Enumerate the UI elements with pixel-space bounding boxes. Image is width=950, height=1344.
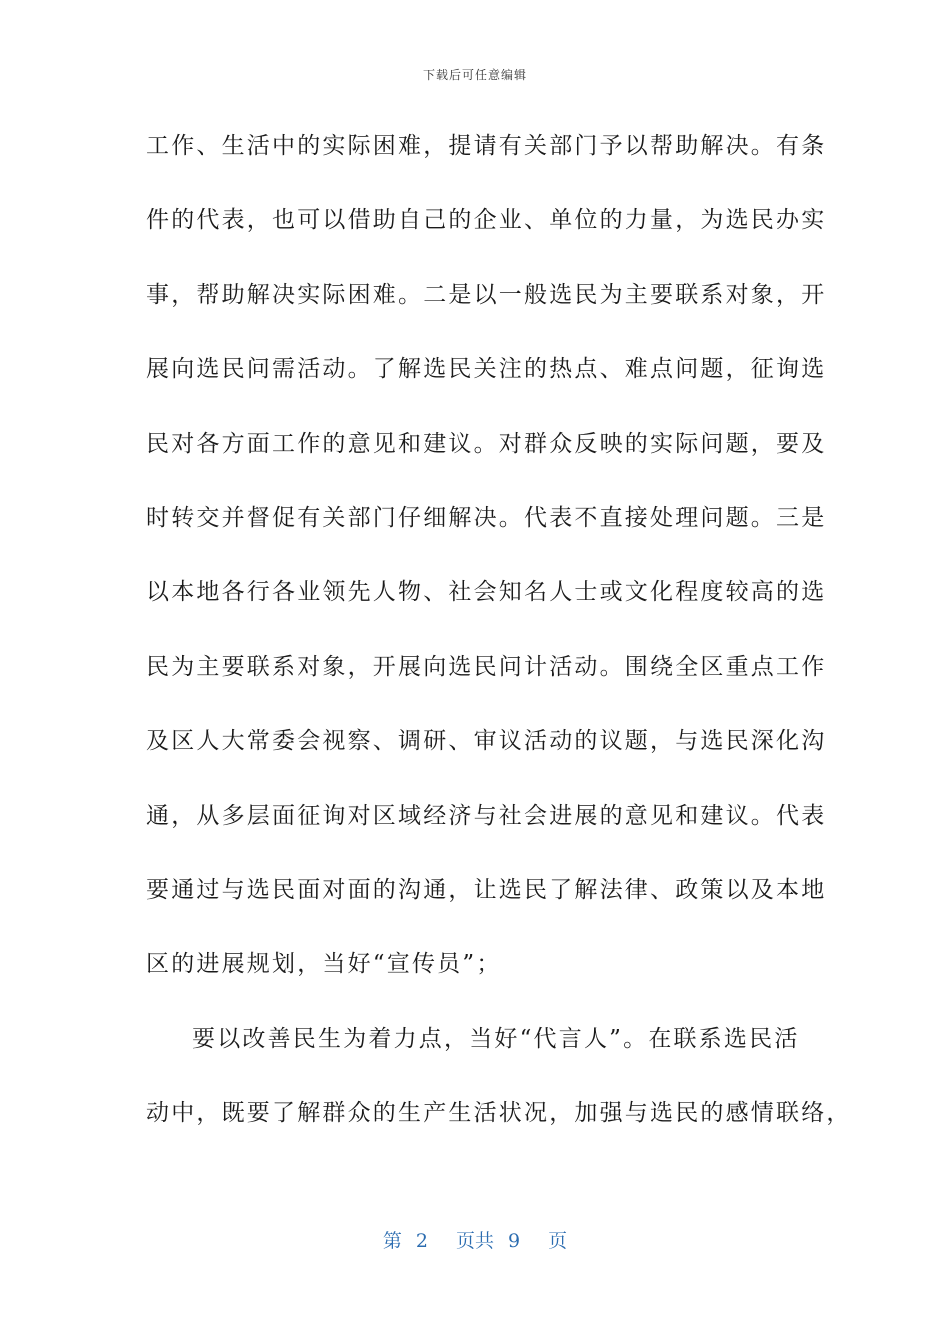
page-number-footer [0, 1226, 950, 1253]
paragraph-1 [146, 116, 827, 1009]
text-line: 动中，既要了解群众的生产生活状况，加强与选民的感情联络， [146, 1100, 852, 1127]
footer-middle: 页共 [455, 1230, 494, 1252]
text-line: 通，从多层面征询对区域经济与社会进展的意见和建议。代表 [146, 802, 827, 829]
text-line: 及区人大常委会视察、调研、审议活动的议题，与选民深化沟 [146, 728, 827, 755]
text-line: 民为主要联系对象，开展向选民问计活动。围绕全区重点工作 [146, 653, 827, 680]
text-line: 事，帮助解决实际困难。二是以一般选民为主要联系对象，开 [146, 281, 827, 308]
text-line: 民对各方面工作的意见和建议。对群众反映的实际问题，要及 [146, 430, 827, 457]
header-note: 下载后可任意编辑 [422, 68, 527, 82]
current-page-number: 2 [415, 1230, 428, 1252]
text-line: 工作、生活中的实际困难，提请有关部门予以帮助解决。有条 [146, 133, 827, 159]
text-line: 件的代表，也可以借助自己的企业、单位的力量，为选民办实 [146, 207, 827, 234]
text-line: 要以改善民生为着力点，当好“代言人”。在联系选民活 [192, 1025, 800, 1052]
text-line: 展向选民问需活动。了解选民关注的热点、难点问题，征询选 [146, 356, 827, 383]
total-page-number: 9 [508, 1230, 521, 1252]
text-line: 以本地各行各业领先人物、社会知名人士或文化程度较高的选 [146, 579, 827, 606]
paragraph-2 [146, 1009, 852, 1158]
text-line: 时转交并督促有关部门仔细解决。代表不直接处理问题。三是 [146, 504, 827, 531]
footer-suffix: 页 [548, 1230, 568, 1252]
document-body [146, 116, 852, 1157]
text-line: 要通过与选民面对面的沟通，让选民了解法律、政策以及本地 [146, 876, 827, 903]
text-line: 区的进展规划，当好“宣传员”； [146, 951, 502, 978]
footer-prefix: 第 [382, 1230, 402, 1252]
